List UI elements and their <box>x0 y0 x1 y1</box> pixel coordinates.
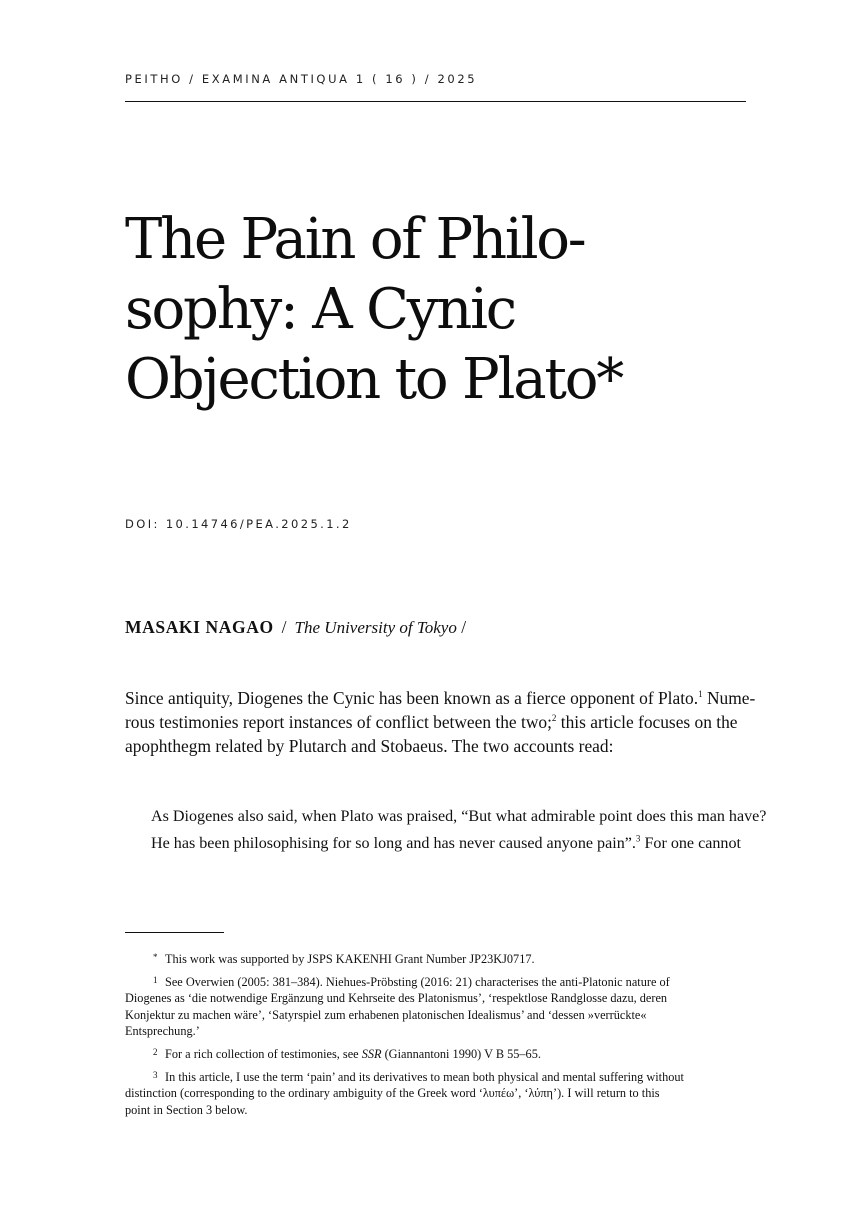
author-affiliation: The University of Tokyo <box>294 618 457 637</box>
body-paragraph <box>125 686 756 758</box>
article-title <box>125 205 745 415</box>
footnotes <box>125 949 747 1122</box>
doi: DOI: 10.14746/PEA.2025.1.2 <box>125 517 352 531</box>
footnote-mark: 3 <box>153 1069 158 1080</box>
footnote-ref[interactable]: 1 <box>698 689 703 700</box>
footnote: * This work was supported by JSPS KAKENHI Grant Number JP23KJ0717. <box>125 949 747 968</box>
author-name: MASAKI NAGAO <box>125 617 274 637</box>
body-line: rous testimonies report instances of conflict between the two;$^2$ this article focuses on the <box>125 712 738 732</box>
footnote-mark: * <box>153 952 158 962</box>
block-quote <box>151 803 767 857</box>
footnote: 1 See Overwien (2005: 381–384). Niehues-Pröbsting (2016: 21) characterises the anti-Platonic nature of Diogenes as ‘die notwendige Ergänzung und Kehrseite des Platonismus’, ‘respektlose Randglosse dazu, deren Konjektur zu machen wäre’, ‘Satyrspiel zum erhabenen platonischen Idealismus’ and ‘dessen »verrückte« Entsprechung.’ <box>125 972 747 1040</box>
footnote-ref[interactable]: 3 <box>635 833 641 844</box>
footnote-rule <box>125 932 224 933</box>
title-line: sophy: A Cynic <box>125 277 515 342</box>
footnote-mark: 2 <box>153 1046 158 1057</box>
footnote-ref[interactable]: 2 <box>551 713 557 724</box>
footnote-mark: 1 <box>153 974 158 985</box>
byline <box>125 617 466 638</box>
body-line: apophthegm related by Plutarch and Stobaeus. The two accounts read: <box>125 736 614 756</box>
header-rule <box>125 101 746 102</box>
title-line: Objection to Plato* <box>125 347 623 412</box>
byline-end: / <box>461 617 467 637</box>
running-head: PEITHO / EXAMINA ANTIQUA 1 ( 16 ) / 2025 <box>125 72 478 86</box>
quote-line: He has been philosophising for so long and has never caused anyone pain”.$^3$ For one cannot <box>151 833 741 852</box>
byline-separator: / <box>281 617 287 637</box>
body-line: Since antiquity, Diogenes the Cynic has been known as a fierce opponent of Plato.$^1$ Nume- <box>125 688 756 708</box>
quote-line: As Diogenes also said, when Plato was praised, “But what admirable point does this man have? <box>151 808 767 825</box>
title-line: The Pain of Philo- <box>125 207 585 272</box>
footnote: 2 For a rich collection of testimonies, see SSR (Giannantoni 1990) V B 55–65. <box>125 1044 747 1063</box>
footnote: 3 In this article, I use the term ‘pain’ and its derivatives to mean both physical and mental suffering without distinction (corresponding to the ordinary ambiguity of the Greek word ‘λυπέω’, ‘λύπη’). I will return to this point in Section 3 below. <box>125 1067 747 1119</box>
